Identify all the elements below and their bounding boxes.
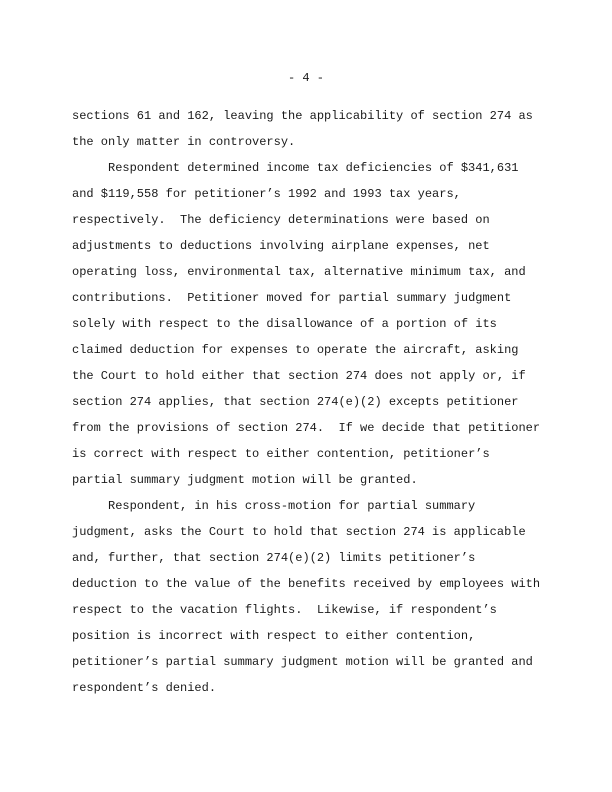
- page-number: - 4 -: [287, 71, 324, 85]
- text-line: from the provisions of section 274. If we decide that petitioner: [72, 421, 541, 435]
- paragraph-start-line: Respondent determined income tax deficiencies of $341,631: [108, 161, 519, 175]
- text-line: judgment, asks the Court to hold that section 274 is applicable: [72, 525, 526, 539]
- text-line: section 274 applies, that section 274(e)(2) excepts petitioner: [72, 395, 519, 409]
- text-line: respect to the vacation flights. Likewise, if respondent’s: [72, 603, 497, 617]
- text-line: respectively. The deficiency determinations were based on: [72, 213, 490, 227]
- text-line: solely with respect to the disallowance of a portion of its: [72, 317, 497, 331]
- text-line: adjustments to deductions involving airplane expenses, net: [72, 239, 490, 253]
- text-line: sections 61 and 162, leaving the applicability of section 274 as: [72, 109, 533, 123]
- paragraph-start-line: Respondent, in his cross-motion for partial summary: [108, 499, 476, 513]
- text-line: the Court to hold either that section 274 does not apply or, if: [72, 369, 526, 383]
- document-body: [72, 109, 552, 707]
- text-line: claimed deduction for expenses to operate the aircraft, asking: [72, 343, 519, 357]
- text-line: is correct with respect to either contention, petitioner’s: [72, 447, 490, 461]
- text-line: partial summary judgment motion will be granted.: [72, 473, 418, 487]
- text-line: and $119,558 for petitioner’s 1992 and 1993 tax years,: [72, 187, 461, 201]
- text-line: contributions. Petitioner moved for partial summary judgment: [72, 291, 512, 305]
- text-line: respondent’s denied.: [72, 681, 217, 695]
- text-line: and, further, that section 274(e)(2) limits petitioner’s: [72, 551, 476, 565]
- text-line: operating loss, environmental tax, alternative minimum tax, and: [72, 265, 526, 279]
- text-line: the only matter in controversy.: [72, 135, 296, 149]
- text-line: deduction to the value of the benefits received by employees with: [72, 577, 541, 591]
- text-line: position is incorrect with respect to either contention,: [72, 629, 476, 643]
- text-line: petitioner’s partial summary judgment motion will be granted and: [72, 655, 533, 669]
